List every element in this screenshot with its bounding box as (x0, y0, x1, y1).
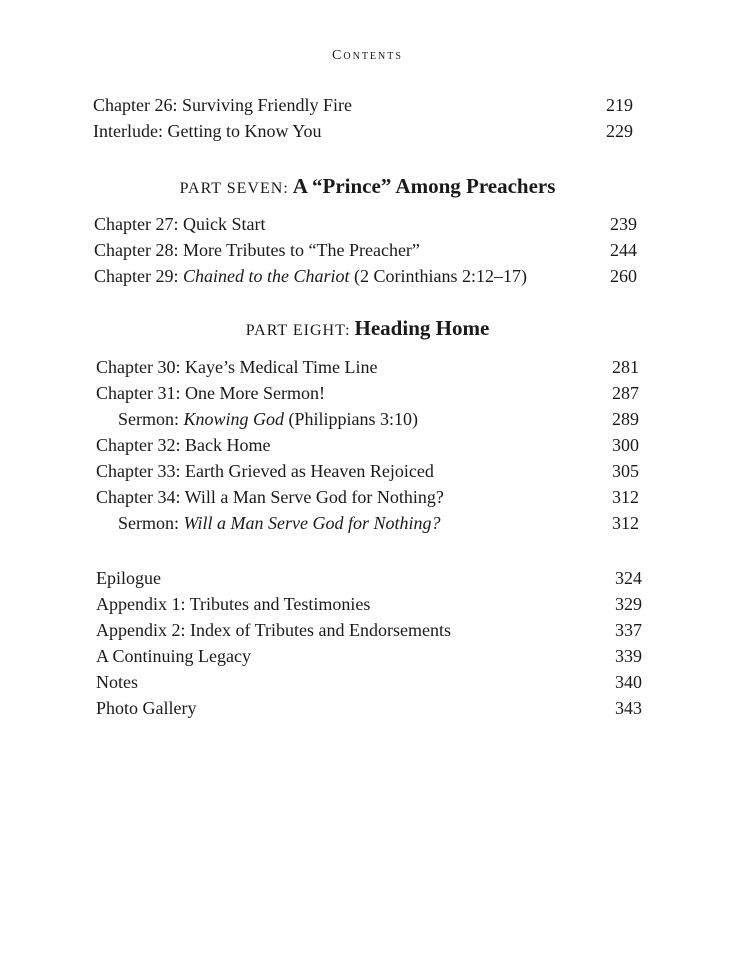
toc-entry[interactable] (0, 432, 735, 458)
toc-entry-page: 300 (612, 435, 639, 455)
toc-entry-page: 324 (615, 568, 642, 588)
toc-entry[interactable] (0, 263, 735, 289)
toc-entry[interactable] (0, 458, 735, 484)
toc-block-part-eight (0, 354, 735, 536)
toc-entry[interactable] (0, 406, 735, 432)
toc-entry[interactable] (0, 617, 735, 643)
toc-entry-page: 260 (610, 266, 637, 286)
toc-entry-title: Chapter 34: Will a Man Serve God for Nothing? (96, 487, 444, 507)
toc-entry[interactable] (0, 92, 735, 118)
toc-entry-title (118, 510, 440, 536)
toc-entry[interactable] (0, 565, 735, 591)
part-title: A “Prince” Among Preachers (292, 174, 556, 198)
part-title: Heading Home (354, 316, 490, 340)
toc-entry[interactable] (0, 510, 735, 536)
toc-block-part-six-end (0, 92, 735, 144)
toc-entry-title: Chapter 31: One More Sermon! (96, 383, 325, 403)
toc-entry-italic-title: Will a Man Serve God for Nothing? (183, 513, 441, 533)
toc-entry[interactable] (0, 237, 735, 263)
toc-entry-page: 329 (615, 594, 642, 614)
toc-entry-page: 281 (612, 357, 639, 377)
toc-entry-title: Interlude: Getting to Know You (93, 121, 322, 141)
toc-entry-page: 239 (610, 214, 637, 234)
part-eight-heading (0, 316, 735, 341)
toc-entry[interactable] (0, 484, 735, 510)
part-seven-heading (0, 174, 735, 199)
toc-entry-prefix: Sermon: (118, 409, 184, 429)
toc-entry-page: 337 (615, 620, 642, 640)
toc-block-back-matter (0, 565, 735, 721)
toc-entry-title: Chapter 32: Back Home (96, 435, 271, 455)
toc-entry-page: 305 (612, 461, 639, 481)
toc-entry-page: 340 (615, 672, 642, 692)
toc-entry-page: 339 (615, 646, 642, 666)
toc-entry-title (118, 406, 418, 432)
toc-entry-title: Photo Gallery (96, 698, 197, 718)
toc-entry[interactable] (0, 591, 735, 617)
toc-entry[interactable] (0, 380, 735, 406)
toc-block-part-seven (0, 211, 735, 289)
toc-entry-title: Appendix 1: Tributes and Testimonies (96, 594, 371, 614)
toc-entry-page: 343 (615, 698, 642, 718)
toc-entry-title: Chapter 27: Quick Start (94, 214, 266, 234)
toc-entry[interactable] (0, 211, 735, 237)
toc-entry[interactable] (0, 118, 735, 144)
toc-entry-title: A Continuing Legacy (96, 646, 251, 666)
toc-entry[interactable] (0, 669, 735, 695)
toc-entry[interactable] (0, 643, 735, 669)
toc-entry[interactable] (0, 354, 735, 380)
part-label: PART SEVEN: (179, 180, 289, 197)
running-head: Contents (332, 48, 403, 63)
toc-entry-page: 244 (610, 240, 637, 260)
toc-entry-italic-title: Knowing God (183, 409, 285, 429)
part-label: PART EIGHT: (245, 322, 351, 339)
toc-entry-italic-title: Chained to the Chariot (182, 266, 350, 286)
toc-entry-title (94, 263, 527, 289)
toc-entry-suffix: (2 Corinthians 2:12–17) (349, 266, 527, 286)
toc-entry-title: Epilogue (96, 568, 161, 588)
toc-entry-title: Chapter 28: More Tributes to “The Preacher” (94, 240, 420, 260)
toc-entry-title: Chapter 26: Surviving Friendly Fire (93, 95, 352, 115)
toc-entry-page: 312 (612, 513, 639, 533)
toc-entry-page: 289 (612, 409, 639, 429)
toc-entry-prefix: Sermon: (118, 513, 184, 533)
toc-entry-title: Chapter 33: Earth Grieved as Heaven Rejoiced (96, 461, 434, 481)
toc-entry-title: Notes (96, 672, 138, 692)
toc-entry-page: 229 (606, 121, 633, 141)
toc-entry-page: 219 (606, 95, 633, 115)
toc-entry-suffix: (Philippians 3:10) (284, 409, 419, 429)
toc-entry-title: Chapter 30: Kaye’s Medical Time Line (96, 357, 378, 377)
toc-entry-title: Appendix 2: Index of Tributes and Endorsements (96, 620, 451, 640)
toc-entry[interactable] (0, 695, 735, 721)
toc-entry-page: 312 (612, 487, 639, 507)
toc-entry-prefix: Chapter 29: (94, 266, 183, 286)
toc-entry-page: 287 (612, 383, 639, 403)
